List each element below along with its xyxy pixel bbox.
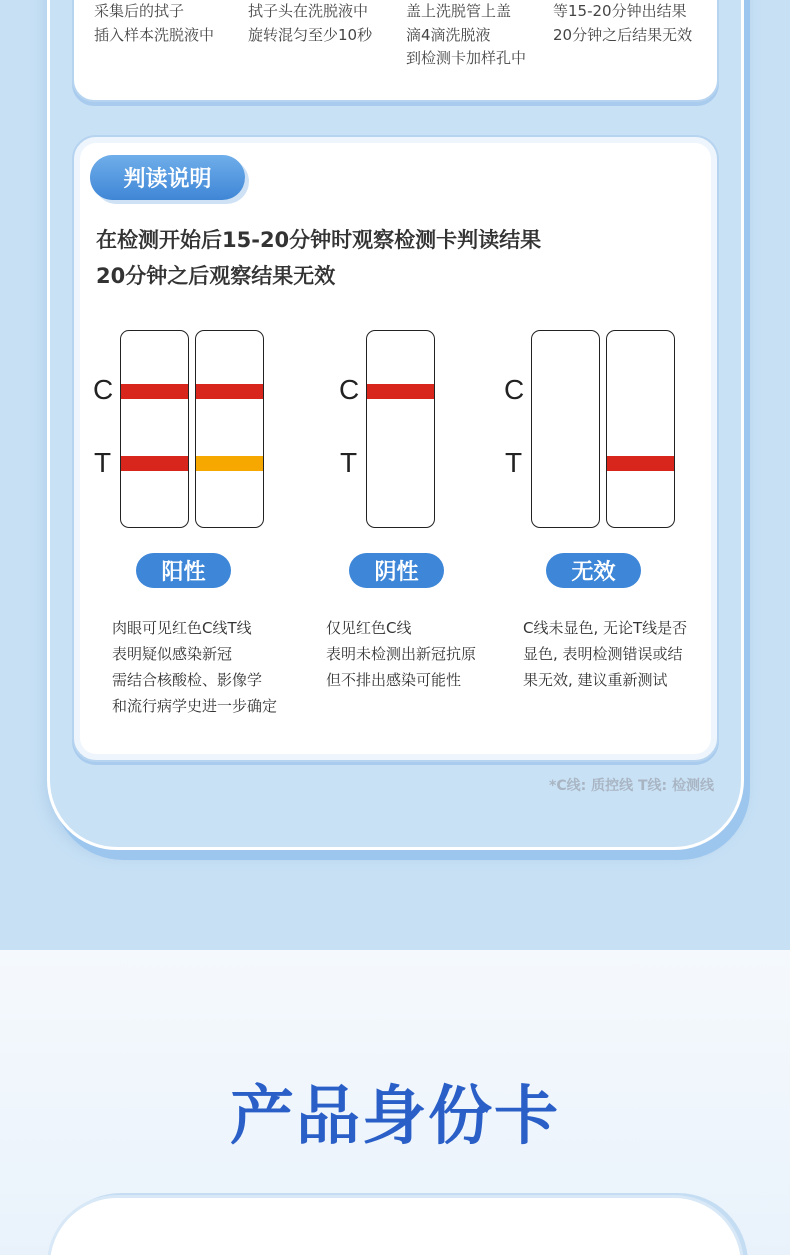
product-id-title: 产品身份卡 [230, 1080, 560, 1154]
reading-intro-line-2: 20分钟之后观察结果无效 [96, 264, 336, 288]
invalid-t-label: T [505, 447, 523, 478]
reading-badge: 判读说明 [90, 155, 245, 200]
positive-t-label: T [94, 447, 112, 478]
invalid-strip-1 [531, 330, 600, 528]
step-4-text: 等15-20分钟出结果 20分钟之后结果无效 [553, 2, 693, 44]
line-legend-footnote: *C线: 质控线 T线: 检测线 [549, 778, 714, 794]
t-line-faint [196, 456, 263, 471]
step-3-text: 盖上洗脱管上盖 滴4滴洗脱液 到检测卡加样孔中 [406, 2, 527, 67]
step-1-text: 采集后的拭子 插入样本洗脱液中 [94, 2, 215, 44]
result-positive-description: 肉眼可见红色C线T线 表明疑似感染新冠 需结合核酸检、影像学 和流行病学史进一步确定 [112, 619, 278, 715]
product-id-card [47, 1195, 744, 1255]
c-line [121, 384, 188, 399]
t-line [607, 456, 674, 471]
positive-strip-1 [120, 330, 189, 528]
result-invalid-description: C线未显色, 无论T线是否 显色, 表明检测错误或结 果无效, 建议重新测试 [523, 619, 688, 689]
negative-t-label: T [340, 447, 358, 478]
negative-c-label: C [339, 374, 360, 405]
positive-strip-2 [195, 330, 264, 528]
negative-strip [366, 330, 435, 528]
positive-c-label: C [93, 374, 114, 405]
result-negative-label: 阴性 [349, 553, 444, 588]
invalid-c-label: C [504, 374, 525, 405]
invalid-strip-2 [606, 330, 675, 528]
c-line [367, 384, 434, 399]
result-positive-label: 阳性 [136, 553, 231, 588]
step-2-text: 拭子头在洗脱液中 旋转混匀至少10秒 [248, 2, 373, 44]
c-line [196, 384, 263, 399]
result-invalid-label: 无效 [546, 553, 641, 588]
reading-intro-line-1: 在检测开始后15-20分钟时观察检测卡判读结果 [96, 228, 542, 252]
result-negative-description: 仅见红色C线 表明未检测出新冠抗原 但不排出感染可能性 [326, 619, 477, 689]
t-line [121, 456, 188, 471]
